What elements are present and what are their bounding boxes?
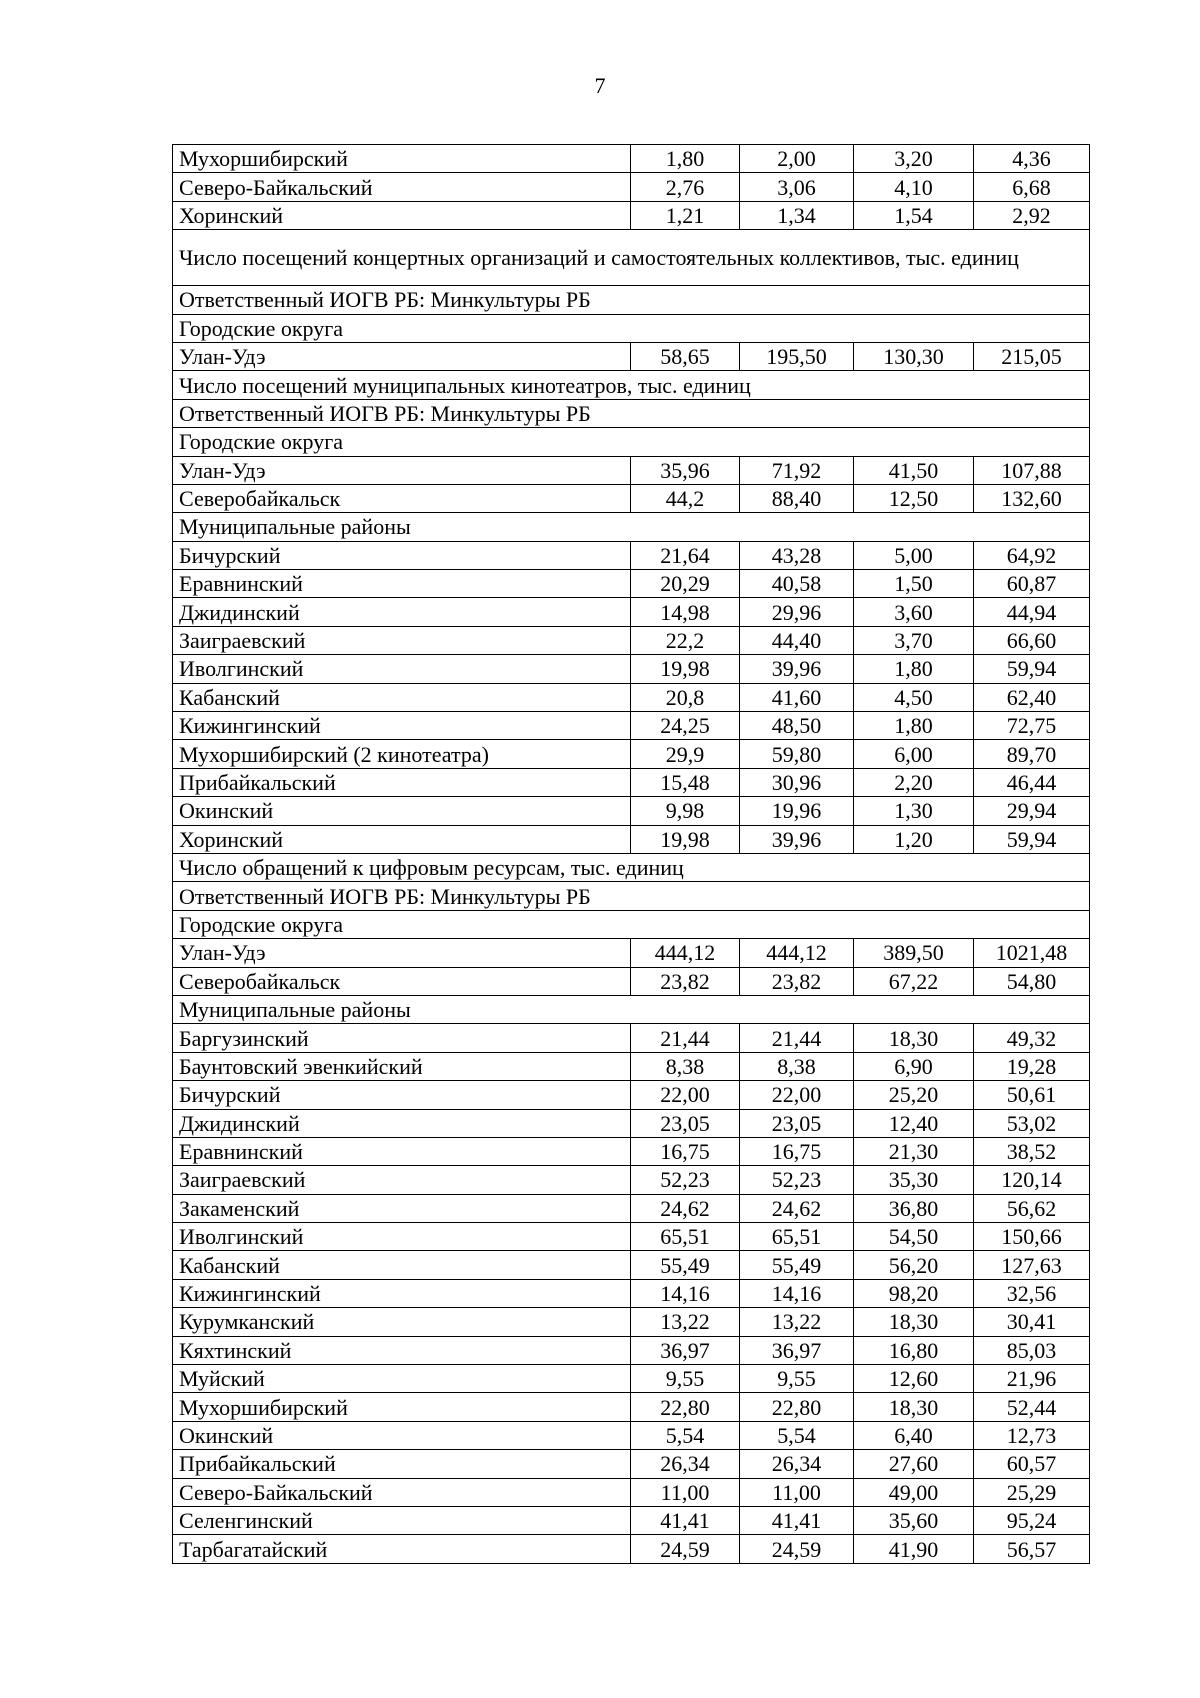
section-row <box>173 286 1090 314</box>
value-cell: 1,80 <box>854 655 974 683</box>
value-cell: 23,05 <box>631 1109 740 1137</box>
value-cell: 54,80 <box>974 967 1090 995</box>
value-cell: 29,9 <box>631 740 740 768</box>
value-cell: 19,98 <box>631 825 740 853</box>
value-cell: 6,00 <box>854 740 974 768</box>
value-cell: 29,96 <box>740 598 854 626</box>
value-cell: 25,29 <box>974 1478 1090 1506</box>
territory-name-cell: Селенгинский <box>173 1506 631 1534</box>
value-cell: 24,59 <box>631 1535 740 1563</box>
territory-name-cell: Заиграевский <box>173 626 631 654</box>
value-cell: 21,64 <box>631 541 740 569</box>
table-row <box>173 626 1090 654</box>
value-cell: 3,60 <box>854 598 974 626</box>
value-cell: 55,49 <box>740 1251 854 1279</box>
page-number: 7 <box>594 73 606 98</box>
table-row <box>173 1052 1090 1080</box>
value-cell: 24,25 <box>631 712 740 740</box>
value-cell: 30,41 <box>974 1308 1090 1336</box>
table-row <box>173 1279 1090 1307</box>
value-cell: 8,38 <box>740 1052 854 1080</box>
value-cell: 89,70 <box>974 740 1090 768</box>
value-cell: 38,52 <box>974 1137 1090 1165</box>
table-row <box>173 1223 1090 1251</box>
section-row <box>173 995 1090 1023</box>
value-cell: 21,30 <box>854 1137 974 1165</box>
value-cell: 1,80 <box>854 712 974 740</box>
value-cell: 12,40 <box>854 1109 974 1137</box>
value-cell: 56,57 <box>974 1535 1090 1563</box>
section-title: Ответственный ИОГВ РБ: Минкультуры РБ <box>173 286 1090 314</box>
territory-name-cell: Заиграевский <box>173 1166 631 1194</box>
value-cell: 43,28 <box>740 541 854 569</box>
value-cell: 39,96 <box>740 655 854 683</box>
table-row <box>173 1081 1090 1109</box>
value-cell: 4,36 <box>974 145 1090 173</box>
table-row <box>173 1506 1090 1534</box>
value-cell: 26,34 <box>631 1450 740 1478</box>
value-cell: 13,22 <box>631 1308 740 1336</box>
value-cell: 44,94 <box>974 598 1090 626</box>
value-cell: 27,60 <box>854 1450 974 1478</box>
value-cell: 16,75 <box>631 1137 740 1165</box>
value-cell: 95,24 <box>974 1506 1090 1534</box>
value-cell: 6,68 <box>974 173 1090 201</box>
value-cell: 16,75 <box>740 1137 854 1165</box>
value-cell: 2,92 <box>974 201 1090 229</box>
table-row <box>173 1478 1090 1506</box>
value-cell: 19,28 <box>974 1052 1090 1080</box>
territory-name-cell: Прибайкальский <box>173 768 631 796</box>
value-cell: 32,56 <box>974 1279 1090 1307</box>
table-row <box>173 173 1090 201</box>
table-row <box>173 201 1090 229</box>
value-cell: 23,05 <box>740 1109 854 1137</box>
value-cell: 3,06 <box>740 173 854 201</box>
value-cell: 35,30 <box>854 1166 974 1194</box>
value-cell: 12,60 <box>854 1365 974 1393</box>
territory-name-cell: Окинский <box>173 797 631 825</box>
table-row <box>173 939 1090 967</box>
table-row <box>173 570 1090 598</box>
table-row <box>173 825 1090 853</box>
value-cell: 444,12 <box>740 939 854 967</box>
value-cell: 9,98 <box>631 797 740 825</box>
section-row <box>173 314 1090 342</box>
value-cell: 12,50 <box>854 484 974 512</box>
table-row <box>173 1421 1090 1449</box>
value-cell: 23,82 <box>631 967 740 995</box>
value-cell: 1,20 <box>854 825 974 853</box>
value-cell: 41,60 <box>740 683 854 711</box>
value-cell: 55,49 <box>631 1251 740 1279</box>
section-row <box>173 428 1090 456</box>
table-row <box>173 541 1090 569</box>
table-body <box>173 145 1090 1564</box>
value-cell: 50,61 <box>974 1081 1090 1109</box>
table-row <box>173 1251 1090 1279</box>
table-row <box>173 1024 1090 1052</box>
value-cell: 85,03 <box>974 1336 1090 1364</box>
value-cell: 46,44 <box>974 768 1090 796</box>
table-row <box>173 1336 1090 1364</box>
value-cell: 2,76 <box>631 173 740 201</box>
value-cell: 49,32 <box>974 1024 1090 1052</box>
indicator-table <box>172 144 1090 1564</box>
value-cell: 13,22 <box>740 1308 854 1336</box>
value-cell: 39,96 <box>740 825 854 853</box>
table-row <box>173 342 1090 370</box>
value-cell: 19,96 <box>740 797 854 825</box>
value-cell: 26,34 <box>740 1450 854 1478</box>
value-cell: 22,80 <box>631 1393 740 1421</box>
value-cell: 64,92 <box>974 541 1090 569</box>
value-cell: 60,57 <box>974 1450 1090 1478</box>
table-row <box>173 1109 1090 1137</box>
section-title: Число обращений к цифровым ресурсам, тыс. единиц <box>173 853 1090 881</box>
value-cell: 3,70 <box>854 626 974 654</box>
value-cell: 35,60 <box>854 1506 974 1534</box>
territory-name-cell: Окинский <box>173 1421 631 1449</box>
territory-name-cell: Северобайкальск <box>173 967 631 995</box>
section-title: Городские округа <box>173 428 1090 456</box>
value-cell: 107,88 <box>974 456 1090 484</box>
table-row <box>173 484 1090 512</box>
territory-name-cell: Мухоршибирский <box>173 1393 631 1421</box>
value-cell: 21,96 <box>974 1365 1090 1393</box>
territory-name-cell: Бичурский <box>173 1081 631 1109</box>
territory-name-cell: Еравнинский <box>173 570 631 598</box>
territory-name-cell: Иволгинский <box>173 655 631 683</box>
value-cell: 19,98 <box>631 655 740 683</box>
value-cell: 24,62 <box>740 1194 854 1222</box>
value-cell: 22,00 <box>631 1081 740 1109</box>
value-cell: 66,60 <box>974 626 1090 654</box>
value-cell: 14,16 <box>740 1279 854 1307</box>
value-cell: 44,2 <box>631 484 740 512</box>
territory-name-cell: Кяхтинский <box>173 1336 631 1364</box>
territory-name-cell: Тарбагатайский <box>173 1535 631 1563</box>
value-cell: 127,63 <box>974 1251 1090 1279</box>
value-cell: 56,62 <box>974 1194 1090 1222</box>
value-cell: 5,00 <box>854 541 974 569</box>
value-cell: 18,30 <box>854 1024 974 1052</box>
table-row <box>173 768 1090 796</box>
territory-name-cell: Хоринский <box>173 201 631 229</box>
table-row <box>173 145 1090 173</box>
value-cell: 20,8 <box>631 683 740 711</box>
value-cell: 18,30 <box>854 1308 974 1336</box>
value-cell: 65,51 <box>631 1223 740 1251</box>
territory-name-cell: Северо-Байкальский <box>173 173 631 201</box>
value-cell: 130,30 <box>854 342 974 370</box>
section-title: Ответственный ИОГВ РБ: Минкультуры РБ <box>173 399 1090 427</box>
section-title: Число посещений муниципальных кинотеатров, тыс. единиц <box>173 371 1090 399</box>
value-cell: 22,2 <box>631 626 740 654</box>
value-cell: 18,30 <box>854 1393 974 1421</box>
value-cell: 56,20 <box>854 1251 974 1279</box>
value-cell: 20,29 <box>631 570 740 598</box>
section-title: Городские округа <box>173 314 1090 342</box>
territory-name-cell: Джидинский <box>173 598 631 626</box>
section-row <box>173 882 1090 910</box>
table-row <box>173 1166 1090 1194</box>
value-cell: 389,50 <box>854 939 974 967</box>
territory-name-cell: Муйский <box>173 1365 631 1393</box>
value-cell: 62,40 <box>974 683 1090 711</box>
section-row <box>173 371 1090 399</box>
section-title: Городские округа <box>173 910 1090 938</box>
value-cell: 22,80 <box>740 1393 854 1421</box>
value-cell: 1,54 <box>854 201 974 229</box>
territory-name-cell: Северобайкальск <box>173 484 631 512</box>
value-cell: 59,94 <box>974 825 1090 853</box>
value-cell: 88,40 <box>740 484 854 512</box>
value-cell: 71,92 <box>740 456 854 484</box>
territory-name-cell: Кижингинский <box>173 712 631 740</box>
territory-name-cell: Улан-Удэ <box>173 342 631 370</box>
section-row <box>173 230 1090 286</box>
value-cell: 23,82 <box>740 967 854 995</box>
table-row <box>173 456 1090 484</box>
value-cell: 60,87 <box>974 570 1090 598</box>
value-cell: 150,66 <box>974 1223 1090 1251</box>
value-cell: 4,50 <box>854 683 974 711</box>
table-row <box>173 655 1090 683</box>
value-cell: 16,80 <box>854 1336 974 1364</box>
territory-name-cell: Баунтовский эвенкийский <box>173 1052 631 1080</box>
value-cell: 98,20 <box>854 1279 974 1307</box>
value-cell: 1,80 <box>631 145 740 173</box>
value-cell: 12,73 <box>974 1421 1090 1449</box>
territory-name-cell: Прибайкальский <box>173 1450 631 1478</box>
value-cell: 52,23 <box>740 1166 854 1194</box>
value-cell: 444,12 <box>631 939 740 967</box>
territory-name-cell: Баргузинский <box>173 1024 631 1052</box>
value-cell: 41,41 <box>631 1506 740 1534</box>
territory-name-cell: Хоринский <box>173 825 631 853</box>
value-cell: 2,00 <box>740 145 854 173</box>
territory-name-cell: Мухоршибирский (2 кинотеатра) <box>173 740 631 768</box>
value-cell: 36,80 <box>854 1194 974 1222</box>
value-cell: 15,48 <box>631 768 740 796</box>
value-cell: 5,54 <box>740 1421 854 1449</box>
territory-name-cell: Кабанский <box>173 1251 631 1279</box>
section-row <box>173 910 1090 938</box>
table-row <box>173 967 1090 995</box>
territory-name-cell: Иволгинский <box>173 1223 631 1251</box>
territory-name-cell: Джидинский <box>173 1109 631 1137</box>
value-cell: 30,96 <box>740 768 854 796</box>
value-cell: 9,55 <box>740 1365 854 1393</box>
value-cell: 41,41 <box>740 1506 854 1534</box>
value-cell: 11,00 <box>740 1478 854 1506</box>
value-cell: 59,94 <box>974 655 1090 683</box>
territory-name-cell: Кабанский <box>173 683 631 711</box>
table-row <box>173 1308 1090 1336</box>
table-row <box>173 740 1090 768</box>
value-cell: 195,50 <box>740 342 854 370</box>
value-cell: 67,22 <box>854 967 974 995</box>
value-cell: 2,20 <box>854 768 974 796</box>
value-cell: 120,14 <box>974 1166 1090 1194</box>
table-row <box>173 712 1090 740</box>
value-cell: 72,75 <box>974 712 1090 740</box>
territory-name-cell: Еравнинский <box>173 1137 631 1165</box>
value-cell: 21,44 <box>740 1024 854 1052</box>
table-row <box>173 683 1090 711</box>
value-cell: 1,21 <box>631 201 740 229</box>
section-row <box>173 399 1090 427</box>
value-cell: 6,90 <box>854 1052 974 1080</box>
value-cell: 1,50 <box>854 570 974 598</box>
value-cell: 24,62 <box>631 1194 740 1222</box>
territory-name-cell: Курумканский <box>173 1308 631 1336</box>
value-cell: 11,00 <box>631 1478 740 1506</box>
value-cell: 21,44 <box>631 1024 740 1052</box>
section-title: Число посещений концертных организаций и самостоятельных коллективов, тыс. единиц <box>173 230 1090 286</box>
value-cell: 59,80 <box>740 740 854 768</box>
value-cell: 54,50 <box>854 1223 974 1251</box>
table-row <box>173 1194 1090 1222</box>
value-cell: 3,20 <box>854 145 974 173</box>
value-cell: 49,00 <box>854 1478 974 1506</box>
value-cell: 22,00 <box>740 1081 854 1109</box>
value-cell: 40,58 <box>740 570 854 598</box>
section-title: Муниципальные районы <box>173 995 1090 1023</box>
table-row <box>173 1450 1090 1478</box>
value-cell: 36,97 <box>740 1336 854 1364</box>
value-cell: 9,55 <box>631 1365 740 1393</box>
value-cell: 65,51 <box>740 1223 854 1251</box>
territory-name-cell: Кижингинский <box>173 1279 631 1307</box>
section-row <box>173 513 1090 541</box>
value-cell: 1,30 <box>854 797 974 825</box>
value-cell: 52,23 <box>631 1166 740 1194</box>
value-cell: 5,54 <box>631 1421 740 1449</box>
value-cell: 41,50 <box>854 456 974 484</box>
value-cell: 132,60 <box>974 484 1090 512</box>
value-cell: 8,38 <box>631 1052 740 1080</box>
section-row <box>173 853 1090 881</box>
table-row <box>173 797 1090 825</box>
value-cell: 48,50 <box>740 712 854 740</box>
value-cell: 41,90 <box>854 1535 974 1563</box>
value-cell: 29,94 <box>974 797 1090 825</box>
value-cell: 58,65 <box>631 342 740 370</box>
value-cell: 52,44 <box>974 1393 1090 1421</box>
value-cell: 4,10 <box>854 173 974 201</box>
value-cell: 1021,48 <box>974 939 1090 967</box>
table-row <box>173 1535 1090 1563</box>
territory-name-cell: Улан-Удэ <box>173 456 631 484</box>
territory-name-cell: Улан-Удэ <box>173 939 631 967</box>
territory-name-cell: Северо-Байкальский <box>173 1478 631 1506</box>
value-cell: 53,02 <box>974 1109 1090 1137</box>
section-title: Ответственный ИОГВ РБ: Минкультуры РБ <box>173 882 1090 910</box>
territory-name-cell: Закаменский <box>173 1194 631 1222</box>
territory-name-cell: Бичурский <box>173 541 631 569</box>
value-cell: 36,97 <box>631 1336 740 1364</box>
value-cell: 25,20 <box>854 1081 974 1109</box>
value-cell: 14,98 <box>631 598 740 626</box>
value-cell: 24,59 <box>740 1535 854 1563</box>
value-cell: 6,40 <box>854 1421 974 1449</box>
value-cell: 1,34 <box>740 201 854 229</box>
table-row <box>173 1137 1090 1165</box>
section-title: Муниципальные районы <box>173 513 1090 541</box>
table-row <box>173 1393 1090 1421</box>
value-cell: 35,96 <box>631 456 740 484</box>
value-cell: 215,05 <box>974 342 1090 370</box>
table-row <box>173 598 1090 626</box>
value-cell: 44,40 <box>740 626 854 654</box>
territory-name-cell: Мухоршибирский <box>173 145 631 173</box>
table-row <box>173 1365 1090 1393</box>
value-cell: 14,16 <box>631 1279 740 1307</box>
